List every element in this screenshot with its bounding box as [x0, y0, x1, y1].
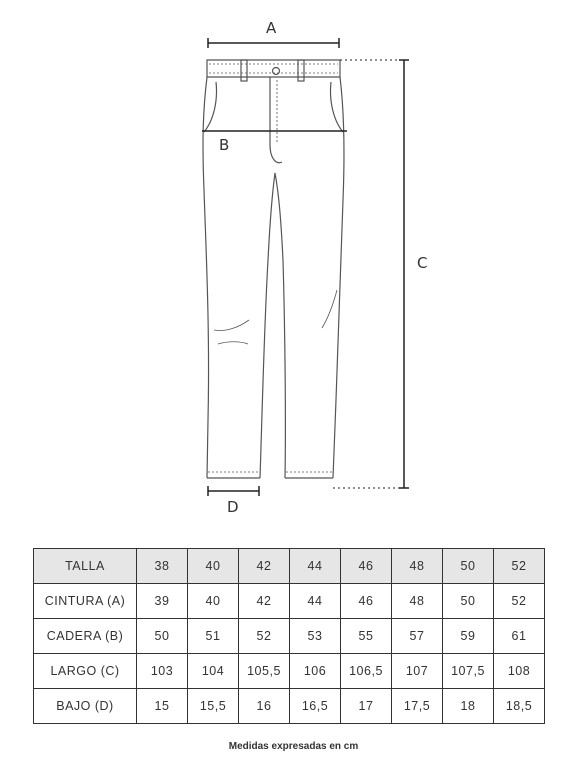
size-cell: 42 [239, 549, 290, 584]
table-cell: 44 [290, 584, 341, 619]
table-cell: 103 [137, 654, 188, 689]
table-cell: 108 [494, 654, 545, 689]
row-label: LARGO (C) [34, 654, 137, 689]
table-header-row [34, 549, 545, 584]
header-label: TALLA [34, 549, 137, 584]
size-cell: 48 [392, 549, 443, 584]
table-cell: 40 [188, 584, 239, 619]
table-cell: 18,5 [494, 689, 545, 724]
units-footnote: Medidas expresadas en cm [228, 741, 359, 752]
table-cell: 52 [494, 584, 545, 619]
table-cell: 15 [137, 689, 188, 724]
table-cell: 107 [392, 654, 443, 689]
size-cell: 40 [188, 549, 239, 584]
table-cell: 17 [341, 689, 392, 724]
table-cell: 17,5 [392, 689, 443, 724]
size-cell: 52 [494, 549, 545, 584]
table-cell: 61 [494, 619, 545, 654]
label-a: A [266, 19, 277, 37]
table-cell: 51 [188, 619, 239, 654]
table-row [34, 654, 545, 689]
table-cell: 107,5 [443, 654, 494, 689]
table-cell: 16 [239, 689, 290, 724]
table-cell: 55 [341, 619, 392, 654]
size-cell: 44 [290, 549, 341, 584]
table-row [34, 619, 545, 654]
table-cell: 106 [290, 654, 341, 689]
table-cell: 50 [137, 619, 188, 654]
row-label: CINTURA (A) [34, 584, 137, 619]
size-cell: 38 [137, 549, 188, 584]
table-cell: 57 [392, 619, 443, 654]
table-cell: 15,5 [188, 689, 239, 724]
pants-illustration [203, 60, 344, 478]
size-cell: 46 [341, 549, 392, 584]
row-label: BAJO (D) [34, 689, 137, 724]
table-cell: 53 [290, 619, 341, 654]
table-row [34, 689, 545, 724]
table-cell: 59 [443, 619, 494, 654]
size-chart-table [33, 548, 545, 724]
label-b: B [219, 136, 230, 154]
table-cell: 52 [239, 619, 290, 654]
table-cell: 46 [341, 584, 392, 619]
table-cell: 104 [188, 654, 239, 689]
table-cell: 106,5 [341, 654, 392, 689]
table-cell: 18 [443, 689, 494, 724]
measurement-lines [202, 38, 409, 496]
row-label: CADERA (B) [34, 619, 137, 654]
table-row [34, 584, 545, 619]
table-cell: 50 [443, 584, 494, 619]
size-cell: 50 [443, 549, 494, 584]
table-cell: 105,5 [239, 654, 290, 689]
table-cell: 42 [239, 584, 290, 619]
table-cell: 48 [392, 584, 443, 619]
label-c: C [417, 254, 428, 272]
label-d: D [227, 498, 239, 516]
table-cell: 39 [137, 584, 188, 619]
table-cell: 16,5 [290, 689, 341, 724]
